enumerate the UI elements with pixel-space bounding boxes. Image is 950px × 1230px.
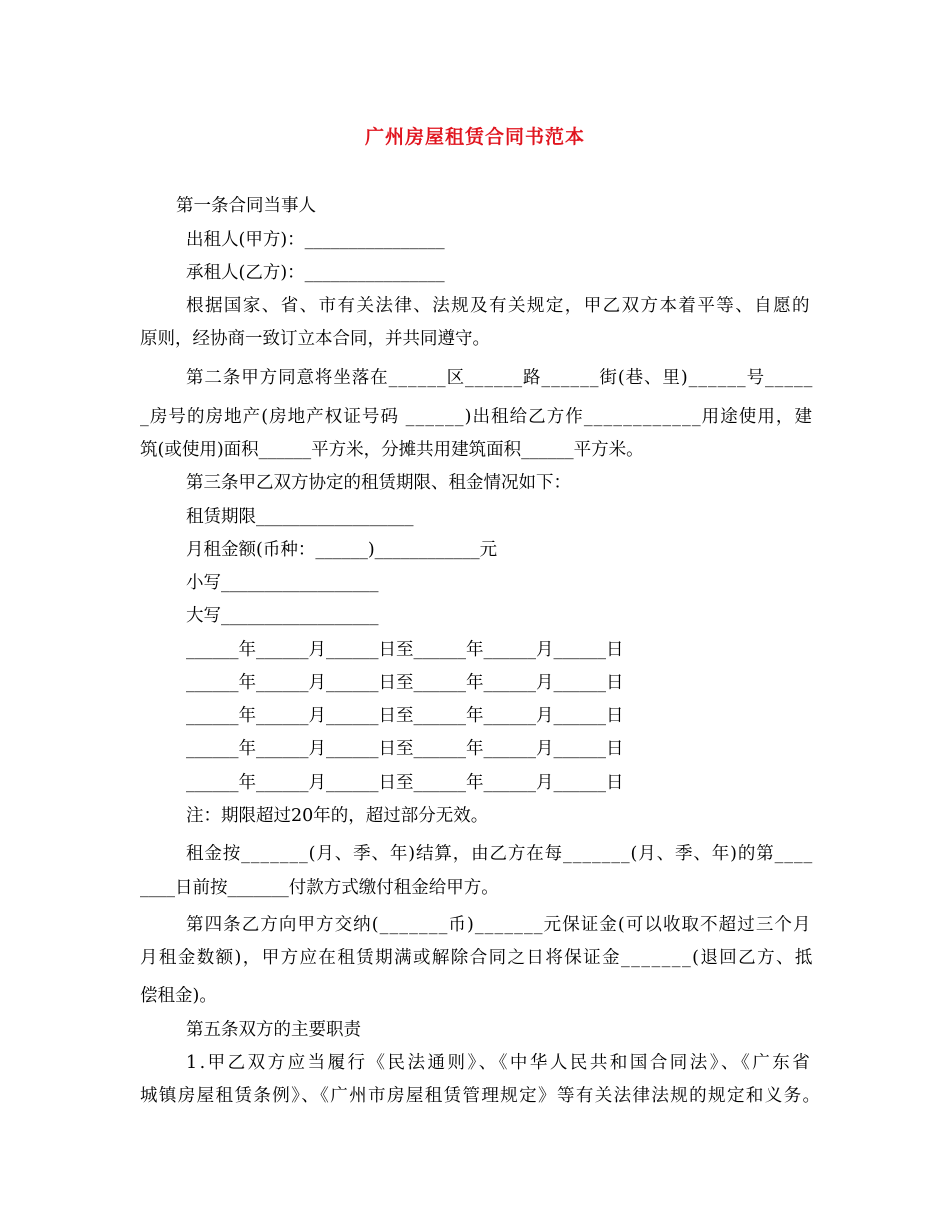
article-2-line-2: _房号的房地产(房地产权证号码 ______)出租给乙方作____________用途使用，建: [140, 407, 814, 427]
article-2-line-3: 筑(或使用)面积______平方米，分摊共用建筑面积______平方米。: [140, 440, 644, 460]
term-note: 注：期限超过20年的，超过部分无效。: [186, 806, 489, 826]
lessor-field: 出租人(甲方)：________________: [186, 230, 445, 250]
rent-uppercase-field: 大写__________________: [186, 606, 379, 626]
preamble-line-2: 原则，经协商一致订立本合同，并共同遵守。: [140, 329, 490, 349]
article-4-line-3: 偿租金)。: [140, 986, 217, 1006]
rent-lowercase-field: 小写__________________: [186, 573, 379, 593]
article-4-line-2: 月租金数额)，甲方应在租赁期满或解除合同之日将保证金_______(退回乙方、抵: [140, 948, 814, 968]
document-title: 广州房屋租赁合同书范本: [364, 126, 585, 148]
article-3-heading: 第三条甲乙双方协定的租赁期限、租金情况如下：: [186, 473, 571, 493]
article-5-item-1-line-1: 1.甲乙双方应当履行《民法通则》、《中华人民共和国合同法》、《广东省: [186, 1053, 813, 1073]
date-range-row: ______年______月______日至______年______月______日: [186, 773, 624, 793]
date-range-row: ______年______月______日至______年______月______日: [186, 640, 624, 660]
monthly-rent-field: 月租金额(币种：______)____________元: [186, 540, 498, 560]
article-4-line-1: 第四条乙方向甲方交纳(_______币)_______元保证金(可以收取不超过三个月: [186, 915, 812, 935]
rent-payment-line-2: ____日前按_______付款方式缴付租金给甲方。: [140, 878, 499, 898]
article-5-heading: 第五条双方的主要职责: [186, 1020, 361, 1040]
lease-term-field: 租赁期限__________________: [186, 507, 414, 527]
lessee-field: 承租人(乙方)：________________: [186, 263, 445, 283]
article-5-item-1-line-2: 城镇房屋租赁条例》、《广州市房屋租赁管理规定》等有关法律法规的规定和义务。: [140, 1086, 822, 1106]
date-range-row: ______年______月______日至______年______月______日: [186, 706, 624, 726]
date-range-row: ______年______月______日至______年______月______日: [186, 739, 624, 759]
preamble-line-1: 根据国家、省、市有关法律、法规及有关规定，甲乙双方本着平等、自愿的: [186, 296, 811, 316]
article-2-line-1: 第二条甲方同意将坐落在______区______路______街(巷、里)______号_____: [186, 368, 814, 388]
date-range-row: ______年______月______日至______年______月______日: [186, 673, 624, 693]
rent-payment-line-1: 租金按_______(月、季、年)结算，由乙方在每_______(月、季、年)的第____: [186, 844, 814, 864]
article-1-heading: 第一条合同当事人: [176, 196, 316, 216]
